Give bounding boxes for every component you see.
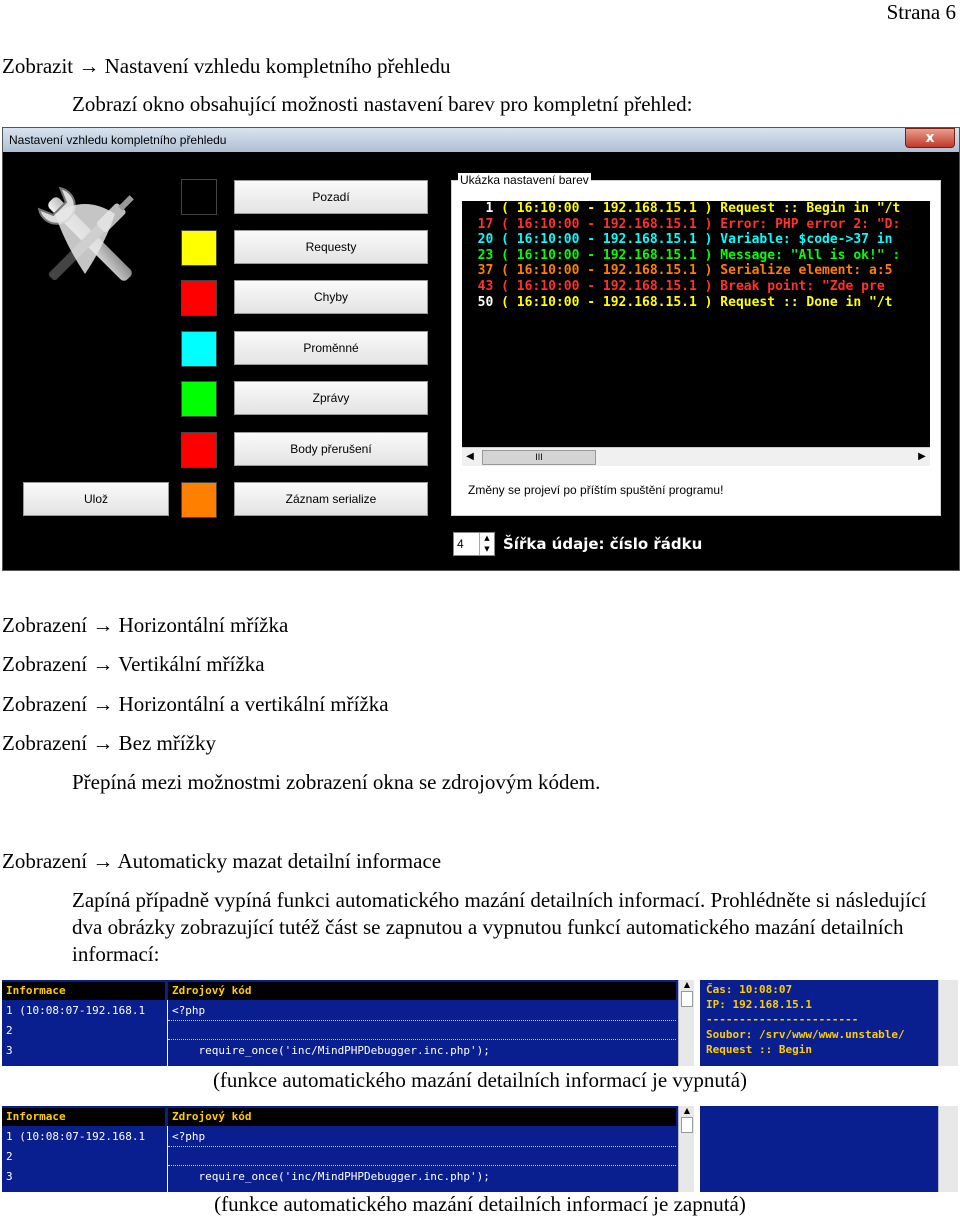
color-swatch-serialize[interactable] bbox=[181, 482, 217, 518]
table-row[interactable]: 3 bbox=[6, 1170, 13, 1183]
spinner-up-icon[interactable]: ▲ bbox=[484, 534, 490, 542]
dialog-titlebar bbox=[3, 128, 959, 152]
color-swatch-errors[interactable] bbox=[181, 280, 217, 316]
detail-time: Čas: 10:08:07 bbox=[706, 983, 793, 996]
close-button[interactable]: x bbox=[905, 128, 955, 148]
section-heading-autoclear: Zobrazení → Automaticky mazat detailní informace bbox=[2, 849, 442, 873]
color-swatch-requests[interactable] bbox=[181, 230, 217, 266]
save-button[interactable]: Ulož bbox=[23, 482, 169, 516]
caption-enabled: (funkce automatického mazání detailních informací je zapnutá) bbox=[214, 1192, 746, 1216]
tools-icon bbox=[25, 174, 155, 304]
breakpoints-button[interactable]: Body přerušení bbox=[234, 432, 428, 466]
color-swatch-background[interactable] bbox=[181, 179, 217, 215]
code-line: require_once('inc/MindPHPDebugger.inc.php'); bbox=[172, 1044, 490, 1057]
table-row[interactable]: 2 bbox=[6, 1150, 13, 1163]
page-number: Strana 6 bbox=[886, 0, 956, 24]
scroll-thumb[interactable] bbox=[681, 991, 693, 1007]
column-header-info: Informace bbox=[2, 1108, 165, 1126]
dialog-title: Nastavení vzhledu kompletního přehledu bbox=[9, 133, 227, 147]
scroll-thumb[interactable] bbox=[681, 1117, 693, 1133]
column-header-source: Zdrojový kód bbox=[168, 982, 676, 1000]
preview-group bbox=[451, 173, 941, 516]
vertical-scrollbar[interactable] bbox=[678, 980, 694, 1066]
scroll-up-icon[interactable]: ▲ bbox=[683, 1106, 691, 1115]
preview-line: 23 ( 16:10:00 - 192.168.15.1 ) Message: "All is ok!" : bbox=[462, 247, 901, 263]
scroll-up-icon[interactable]: ▲ bbox=[683, 980, 691, 989]
table-row[interactable]: 1 (10:08:07-192.168.1 bbox=[6, 1130, 146, 1143]
caption-disabled: (funkce automatického mazání detailních informací je vypnutá) bbox=[212, 1068, 748, 1092]
restart-note: Změny se projeví po příštím spuštění programu! bbox=[468, 483, 724, 497]
vertical-scrollbar[interactable] bbox=[678, 1106, 694, 1192]
spinner-down-icon[interactable]: ▼ bbox=[484, 545, 490, 553]
table-row[interactable]: 2 bbox=[6, 1024, 13, 1037]
preview-line: 37 ( 16:10:00 - 192.168.15.1 ) Serialize element: a:5 bbox=[462, 263, 893, 279]
line-width-value: 4 bbox=[457, 537, 464, 551]
details-pane-1 bbox=[700, 980, 958, 1066]
table-row[interactable]: 3 bbox=[6, 1044, 13, 1057]
grid-description: Přepíná mezi možnostmi zobrazení okna se zdrojovým kódem. bbox=[72, 770, 601, 794]
section-description-appearance: Zobrazí okno obsahující možnosti nastavení barev pro kompletní přehled: bbox=[72, 92, 693, 116]
preview-line: 1 ( 16:10:00 - 192.168.15.1 ) Request :: Begin in "/t bbox=[462, 201, 901, 216]
section-heading-appearance: Zobrazit → Nastavení vzhledu kompletního přehledu bbox=[2, 54, 451, 78]
table-row[interactable]: 1 (10:08:07-192.168.1 bbox=[6, 1004, 146, 1017]
background-button[interactable]: Pozadí bbox=[234, 180, 428, 214]
preview-line: 20 ( 16:10:00 - 192.168.15.1 ) Variable: $code->37 in bbox=[462, 232, 893, 248]
variables-button[interactable]: Proměnné bbox=[234, 331, 428, 365]
menu-item-no-grid: Zobrazení → Bez mřížky bbox=[2, 731, 216, 755]
detail-file: Soubor: /srv/www/www.unstable/ bbox=[706, 1028, 905, 1041]
autoclear-description: Zapíná případně vypíná funkci automatického mazání detailních informací. Prohlédněte si následující dva obrázky zobrazující tutéž část se zapnutou a vypnutou funkcí automatického mazání detailních informací: bbox=[72, 888, 927, 966]
preview-legend: Ukázka nastavení barev bbox=[460, 173, 589, 187]
menu-item-vertical-grid: Zobrazení → Vertikální mřížka bbox=[2, 652, 265, 676]
errors-button[interactable]: Chyby bbox=[234, 280, 428, 314]
serialize-button[interactable]: Záznam serialize bbox=[234, 482, 428, 516]
menu-item-both-grid: Zobrazení → Horizontální a vertikální mřížka bbox=[2, 692, 389, 716]
code-line: <?php bbox=[172, 1004, 206, 1017]
color-swatch-variables[interactable] bbox=[181, 331, 217, 367]
debugger-main-pane-1 bbox=[2, 980, 694, 1066]
debugger-main-pane-2 bbox=[2, 1106, 694, 1192]
scroll-right-icon[interactable]: ▶ bbox=[918, 451, 926, 462]
appearance-dialog bbox=[2, 127, 960, 571]
preview-console bbox=[462, 201, 930, 447]
preview-line: 43 ( 16:10:00 - 192.168.15.1 ) Break point: "Zde pre bbox=[462, 278, 885, 294]
scroll-thumb[interactable]: III bbox=[482, 450, 596, 465]
menu-item-horizontal-grid: Zobrazení → Horizontální mřížka bbox=[2, 613, 289, 637]
line-width-spinner[interactable] bbox=[453, 532, 495, 556]
column-header-info: Informace bbox=[2, 982, 165, 1000]
horizontal-scrollbar[interactable] bbox=[462, 447, 930, 466]
preview-line: 17 ( 16:10:00 - 192.168.15.1 ) Error: PHP error 2: "D: bbox=[462, 216, 901, 232]
line-width-label: Šířka údaje: číslo řádku bbox=[503, 535, 703, 553]
scroll-left-icon[interactable]: ◀ bbox=[466, 451, 474, 462]
code-line: <?php bbox=[172, 1130, 206, 1143]
messages-button[interactable]: Zprávy bbox=[234, 381, 428, 415]
details-pane-2 bbox=[700, 1106, 958, 1192]
column-header-source: Zdrojový kód bbox=[168, 1108, 676, 1126]
preview-line: 50 ( 16:10:00 - 192.168.15.1 ) Request :: Done in "/t bbox=[462, 294, 893, 310]
details-scrollbar[interactable] bbox=[938, 980, 958, 1066]
detail-ip: IP: 192.168.15.1 bbox=[706, 998, 812, 1011]
requests-button[interactable]: Requesty bbox=[234, 230, 428, 264]
details-scrollbar[interactable] bbox=[938, 1106, 958, 1192]
detail-request: Request :: Begin bbox=[706, 1043, 812, 1056]
code-line: require_once('inc/MindPHPDebugger.inc.php'); bbox=[172, 1170, 490, 1183]
detail-separator: ----------------------- bbox=[706, 1013, 859, 1026]
color-swatch-breakpoints[interactable] bbox=[181, 432, 217, 468]
color-swatch-messages[interactable] bbox=[181, 381, 217, 417]
